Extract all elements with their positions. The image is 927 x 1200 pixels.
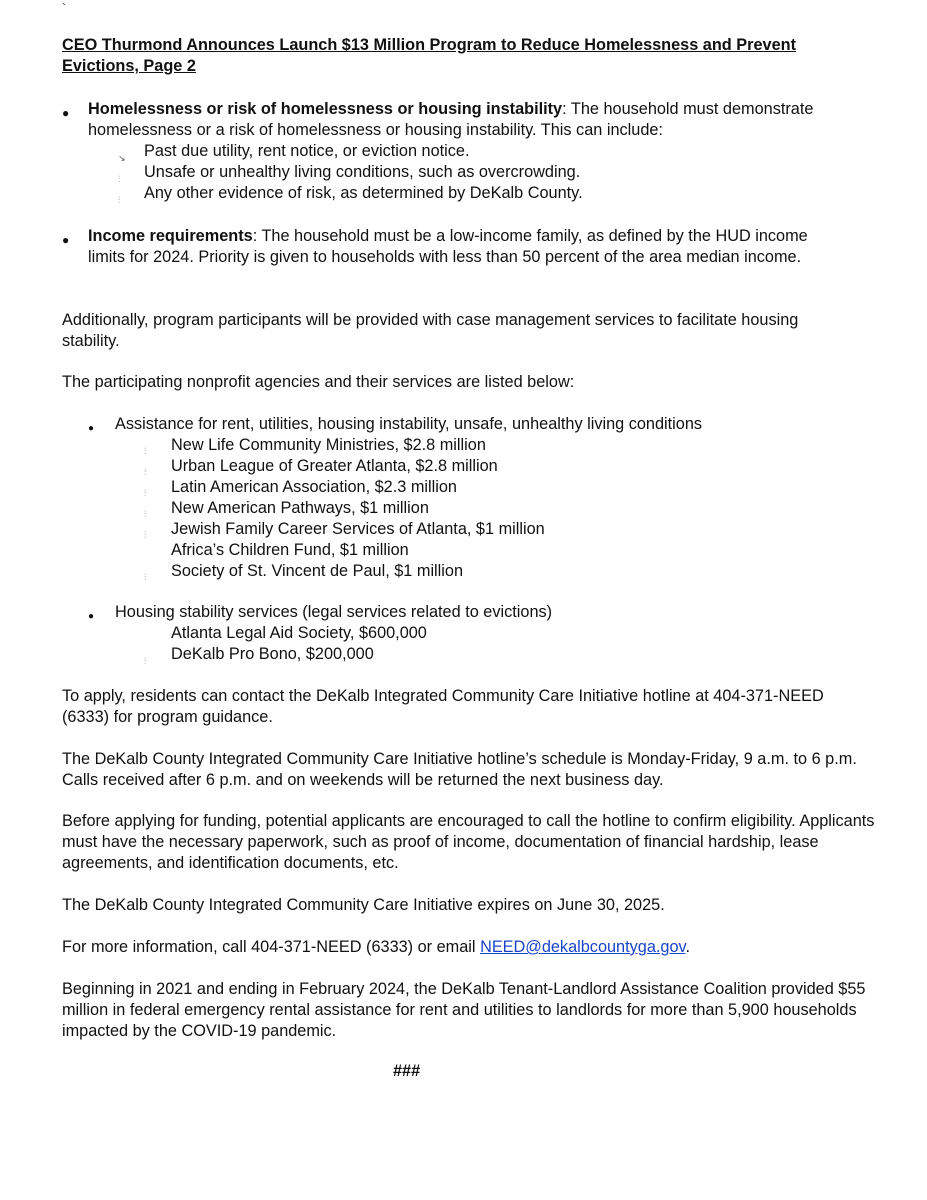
sub-bullet-icon: ⫶: [118, 195, 121, 205]
criterion-term: Income requirements: [88, 227, 253, 245]
criterion-term: Homelessness or risk of homelessness or housing instability: [88, 100, 563, 118]
sub-bullet-icon: ⫶: [144, 656, 147, 666]
service-label: Assistance for rent, utilities, housing instability, unsafe, unhealthy living conditions: [115, 415, 703, 433]
paragraph-eligibility: Before applying for funding, potential applicants are encouraged to call the hotline to confirm eligibility. Applicants must have the necessary paperwork, such as proof of income, documentation of financial hardship, lease agreements, and identification documents, etc.: [62, 812, 875, 872]
bullet-icon: ●: [62, 233, 70, 247]
sub-bullet-icon: ⫶: [144, 509, 147, 519]
agency-item: Society of St. Vincent de Paul, $1 million: [171, 562, 464, 580]
paragraph-agencies-intro: The participating nonprofit agencies and their services are listed below:: [62, 373, 575, 391]
page-title: CEO Thurmond Announces Launch $13 Million Program to Reduce Homelessness and Prevent Evictions, Page 2: [62, 36, 797, 75]
criterion-text: [88, 99, 878, 141]
bullet-icon: ●: [88, 423, 95, 434]
paragraph-apply: To apply, residents can contact the DeKalb Integrated Community Care Initiative hotline at 404-371-NEED (6333) for program guidance.: [62, 687, 824, 726]
sub-bullet-icon: ⫶: [144, 488, 147, 498]
agency-item: Urban League of Greater Atlanta, $2.8 million: [171, 457, 498, 475]
agency-item: New American Pathways, $1 million: [171, 499, 429, 517]
paragraph-schedule: The DeKalb County Integrated Community Care Initiative hotline’s schedule is Monday-Friday, 9 a.m. to 6 p.m. Calls received after 6 p.m. and on weekends will be returned the next business day.: [62, 750, 857, 789]
contact-suffix: .: [685, 938, 690, 956]
paragraph-case-management: Additionally, program participants will be provided with case management services to facilitate housing stability.: [62, 311, 799, 350]
list-item: Past due utility, rent notice, or eviction notice.: [144, 142, 470, 160]
agency-item: Atlanta Legal Aid Society, $600,000: [171, 624, 427, 642]
paragraph-expires: The DeKalb County Integrated Community Care Initiative expires on June 30, 2025.: [62, 896, 665, 914]
bullet-icon: ●: [88, 611, 95, 622]
list-item: Any other evidence of risk, as determined by DeKalb County.: [144, 184, 583, 202]
service-label: Housing stability services (legal services related to evictions): [115, 603, 553, 621]
sub-bullet-icon: ⫶: [144, 572, 147, 582]
bullet-icon: ●: [62, 106, 70, 120]
agency-item: Latin American Association, $2.3 million: [171, 478, 457, 496]
sub-bullet-icon: ⫶: [144, 467, 147, 477]
agency-item: New Life Community Ministries, $2.8 million: [171, 436, 486, 454]
criterion-description: : The household must demonstrate homelessness or a risk of homelessness or housing instability. This can include:: [88, 100, 814, 139]
sub-bullet-icon: ⫶: [144, 530, 147, 540]
agency-item: Africa’s Children Fund, $1 million: [171, 541, 409, 559]
criterion-text: [88, 226, 848, 268]
criterion-description: : The household must be a low-income family, as defined by the HUD income limits for 2024. Priority is given to households with less than 50 percent of the area median income.: [88, 227, 808, 266]
end-mark: ###: [393, 1062, 421, 1080]
contact-prefix: For more information, call 404-371-NEED (6333) or email: [62, 938, 481, 956]
paragraph-history: Beginning in 2021 and ending in February 2024, the DeKalb Tenant-Landlord Assistance Coalition provided $55 million in federal emergency rental assistance for rent and utilities to landlords for more than 5,900 households impacted by the COVID-19 pandemic.: [62, 980, 866, 1040]
agency-item: Jewish Family Career Services of Atlanta, $1 million: [171, 520, 545, 538]
sub-bullet-icon: ⫶: [144, 446, 147, 456]
email-link[interactable]: NEED@dekalbcountyga.gov: [480, 938, 686, 956]
paragraph-contact: [62, 937, 892, 958]
corner-mark: `: [62, 1, 66, 15]
list-item: Unsafe or unhealthy living conditions, such as overcrowding.: [144, 163, 581, 181]
sub-bullet-icon: ↘: [118, 153, 126, 163]
sub-bullet-icon: ⫶: [118, 174, 121, 184]
agency-item: DeKalb Pro Bono, $200,000: [171, 645, 374, 663]
